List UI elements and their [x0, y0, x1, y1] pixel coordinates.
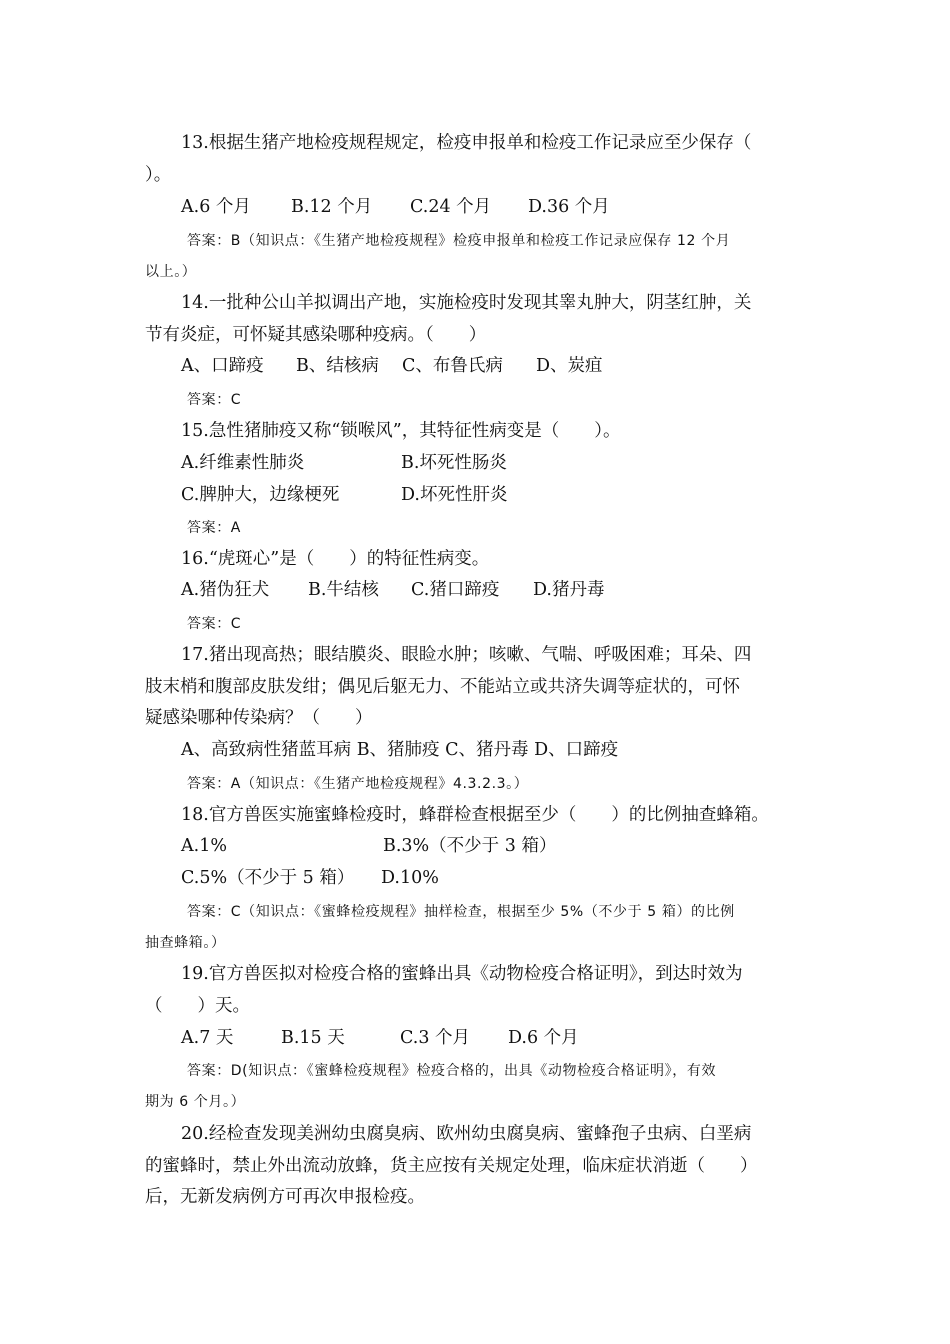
option-d: D.10%	[381, 868, 439, 888]
option-b: B.牛结核	[308, 580, 379, 600]
option-a: A.6 个月	[181, 197, 251, 217]
question-20-line-1: 20.经检查发现美洲幼虫腐臭病、欧州幼虫腐臭病、蜜蜂孢子虫病、白垩病	[181, 1124, 752, 1144]
answer-15: 答案：A	[187, 520, 241, 536]
option-b: B.12 个月	[291, 197, 373, 217]
answer-16: 答案：C	[187, 616, 242, 632]
option-c: C.猪口蹄疫	[411, 580, 500, 600]
option-b: B.15 天	[281, 1028, 345, 1048]
option-c: C.24 个月	[410, 197, 492, 217]
option-d: D.36 个月	[528, 197, 610, 217]
option-a: A.猪伪狂犬	[181, 580, 270, 600]
option-c: C.5%（不少于 5 箱）	[181, 868, 355, 888]
question-16-line-1: 16.“虎斑心”是（ ）的特征性病变。	[181, 549, 490, 569]
option-c: C.脾肿大，边缘梗死	[181, 485, 340, 505]
option-a: A.7 天	[181, 1028, 234, 1048]
option-d: D.6 个月	[508, 1028, 579, 1048]
option-d: D.猪丹毒	[533, 580, 605, 600]
answer-19-line-2: 期为 6 个月。）	[145, 1094, 246, 1110]
option-b: B、结核病	[296, 356, 379, 376]
question-17-line-3: 疑感染哪种传染病？（ ）	[145, 708, 373, 728]
question-15-line-1: 15.急性猪肺疫又称“锁喉风”，其特征性病变是（ ）。	[181, 421, 621, 441]
question-17-line-2: 肢末梢和腹部皮肤发绀；偶见后躯无力、不能站立或共济失调等症状的，可怀	[145, 677, 740, 697]
answer-17: 答案：A（知识点：《生猪产地检疫规程》4.3.2.3。）	[187, 776, 529, 792]
option-c: C、布鲁氏病	[402, 356, 503, 376]
option-d: D.坏死性肝炎	[401, 485, 508, 505]
question-20-line-2: 的蜜蜂时，禁止外出流动放蜂，货主应按有关规定处理，临床症状消逝（ ）	[145, 1156, 758, 1176]
question-14-line-1: 14.一批种公山羊拟调出产地，实施检疫时发现其睾丸肿大，阴茎红肿，关	[181, 293, 752, 313]
answer-13-line-2: 以上。）	[145, 264, 197, 280]
answer-13-line-1: 答案：B（知识点：《生猪产地检疫规程》检疫申报单和检疫工作记录应保存 12 个月	[187, 233, 731, 249]
answer-14: 答案：C	[187, 392, 242, 408]
option-a: A.纤维素性肺炎	[181, 453, 305, 473]
question-17-options: A、高致病性猪蓝耳病 B、猪肺疫 C、猪丹毒 D、口蹄疫	[181, 740, 619, 760]
question-19-line-2: （ ）天。	[145, 996, 250, 1016]
option-b: B.3%（不少于 3 箱）	[383, 836, 557, 856]
question-17-line-1: 17.猪出现高热；眼结膜炎、眼睑水肿；咳嗽、气喘、呼吸困难；耳朵、四	[181, 645, 752, 665]
answer-18-line-2: 抽查蜂箱。）	[145, 935, 226, 951]
question-20-line-3: 后，无新发病例方可再次申报检疫。	[145, 1187, 425, 1207]
option-c: C.3 个月	[400, 1028, 471, 1048]
option-a: A.1%	[181, 836, 227, 856]
question-19-line-1: 19.官方兽医拟对检疫合格的蜜蜂出具《动物检疫合格证明》，到达时效为	[181, 964, 743, 984]
question-13-line-1: 13.根据生猪产地检疫规程规定，检疫申报单和检疫工作记录应至少保存（	[181, 133, 752, 153]
answer-19-line-1: 答案：D(知识点：《蜜蜂检疫规程》检疫合格的，出具《动物检疫合格证明》，有效	[187, 1063, 717, 1079]
question-14-line-2: 节有炎症，可怀疑其感染哪种疫病。（ ）	[145, 325, 487, 345]
option-b: B.坏死性肠炎	[401, 453, 507, 473]
answer-18-line-1: 答案：C（知识点：《蜜蜂检疫规程》抽样检查，根据至少 5%（不少于 5 箱）的比例	[187, 904, 735, 920]
question-13-line-2: ）。	[145, 165, 172, 185]
option-d: D、炭疽	[536, 356, 603, 376]
option-a: A、口蹄疫	[181, 356, 264, 376]
question-18-line-1: 18.官方兽医实施蜜蜂检疫时，蜂群检查根据至少（ ）的比例抽查蜂箱。	[181, 805, 769, 825]
